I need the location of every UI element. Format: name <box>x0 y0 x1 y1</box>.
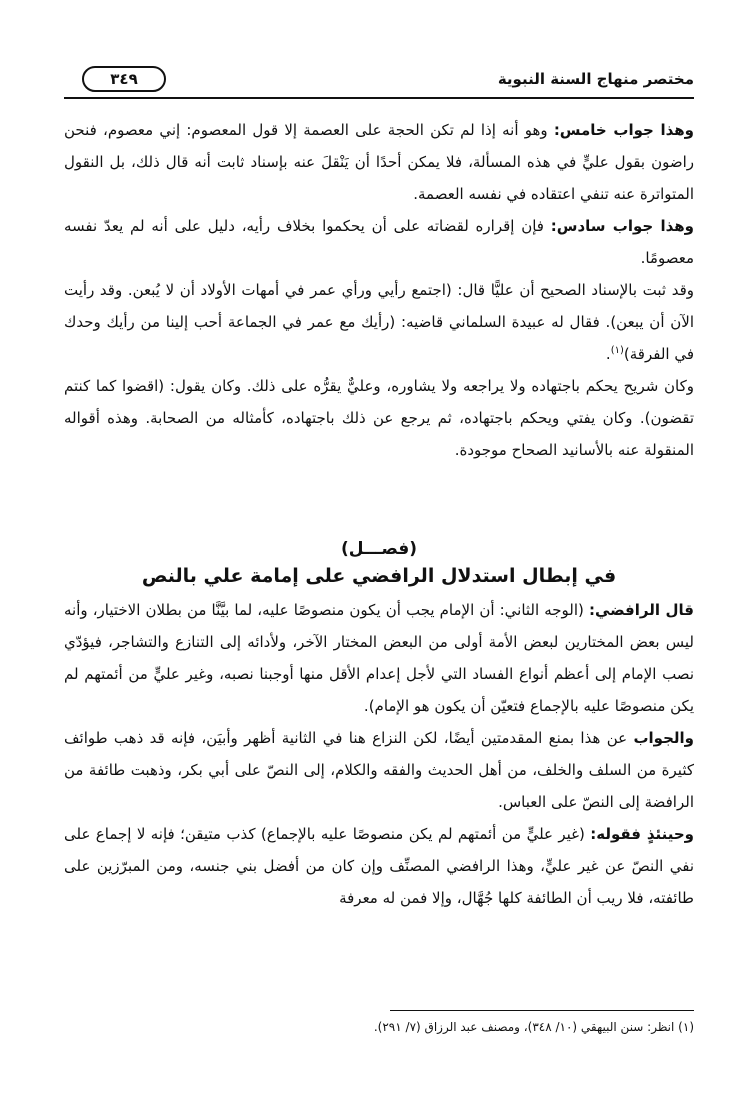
paragraph-ali-umar <box>64 274 694 370</box>
paragraph-body: (غير عليٍّ من أئمتهم لم يكن منصوصًا عليه بالإجماع) كذب متيقن؛ فإنه لا إجماع على نفي النصّ عن غير عليٍّ، وهذا الرافضي المصنِّف وإن كان من أفضل بني جنسه، ومن المبرّزين على طائفته، فلا ريب أن الطائفة كلها جُهَّال، وإلا فمن له معرفة <box>64 825 694 907</box>
paragraph-response <box>64 722 694 818</box>
footnote-divider <box>390 1010 694 1011</box>
text-block-upper <box>64 114 694 466</box>
paragraph-end: . <box>605 345 611 363</box>
running-header-title: مختصر منهاج السنة النبوية <box>497 70 694 88</box>
section-title: في إبطال استدلال الرافضي على إمامة علي بالنص <box>141 565 617 587</box>
paragraph-fifth-answer <box>64 114 694 210</box>
paragraph-lead: وهذا جواب سادس: <box>550 217 695 235</box>
header-divider <box>64 97 694 99</box>
section-heading <box>64 536 694 590</box>
paragraph-body: عن هذا بمنع المقدمتين أيضًا، لكن النزاع هنا في الثانية أظهر وأبيَن، فإنه قد ذهب طوائف كثيرة من السلف والخلف، من أهل الحديث والفقه والكلام، إلى النصّ على أبي بكر، وذهبت طائفة من الرافضة إلى النصّ على العباس. <box>64 729 694 811</box>
paragraph-lead: قال الرافضي: <box>588 601 694 619</box>
paragraph-consequence <box>64 818 694 914</box>
paragraph-sixth-answer <box>64 210 694 274</box>
page-number-badge: ٣٤٩ <box>82 66 166 92</box>
footnote-reference[interactable]: (١) <box>610 345 624 356</box>
paragraph-body: فإن إقراره لقضاته على أن يحكموا بخلاف رأيه، دليل على أنه لم يعدّ نفسه معصومًا. <box>64 217 694 267</box>
paragraph-body: وكان شريح يحكم باجتهاده ولا يراجعه ولا يشاوره، وعليٌّ يقرُّه على ذلك. وكان يقول: (اقضوا كما كنتم تقضون). وكان يفتي ويحكم باجتهاده، ثم يرجع عن ذلك باجتهاده، كأمثاله من الصحابة. وهذه أقواله المنقولة عنه بالأسانيد الصحاح موجودة. <box>64 377 694 459</box>
paragraph-lead: والجواب <box>633 729 694 747</box>
paragraph-body: وقد ثبت بالإسناد الصحيح أن عليًّا قال: (اجتمع رأيي ورأي عمر في أمهات الأولاد أن لا يُبعن. وقد رأيت الآن أن يبعن). فقال له عبيدة السلماني قاضيه: (رأيك مع عمر في الجماعة أحب إلينا من رأيك وحدك في الفرقة) <box>64 281 694 363</box>
text-block-lower <box>64 594 694 914</box>
paragraph-body: وهو أنه إذا لم تكن الحجة على العصمة إلا قول المعصوم: إني معصوم، فنحن راضون بقول عليٍّ في هذه المسألة، فلا يمكن أحدًا أن يَنْقلَ عنه بإسناد ثابت أنه قال ذلك، بل النقول المتواترة عنه تنفي اعتقاده في نفسه العصمة. <box>64 121 694 203</box>
paragraph-lead: وهذا جواب خامس: <box>553 121 695 139</box>
paragraph-shurayh <box>64 370 694 466</box>
footnote-text: (١) انظر: سنن البيهقي (١٠/ ٣٤٨)، ومصنف عبد الرزاق (٧/ ٢٩١). <box>373 1020 694 1034</box>
paragraph-rafidi-claim <box>64 594 694 722</box>
section-label: (فصـــل) <box>340 539 418 559</box>
paragraph-lead: وحينئذٍ فقوله: <box>590 825 695 843</box>
paragraph-body: (الوجه الثاني: أن الإمام يجب أن يكون منصوصًا عليه، لما بيَّنَّا من بطلان الاختيار، وأنه ليس بعض المختارين لبعض الأمة أولى من البعض المختار الآخر، ولأدائه إلى التنازع والتشاجر، فيؤدّي نصب الإمام إلى أعظم أنواع الفساد التي لأجل إعدام الأقل منها أوجبنا نصبه، وغير عليٍّ من أئمتهم لم يكن منصوصًا عليه بالإجماع فتعيّن أن يكون هو الإمام). <box>64 601 694 715</box>
